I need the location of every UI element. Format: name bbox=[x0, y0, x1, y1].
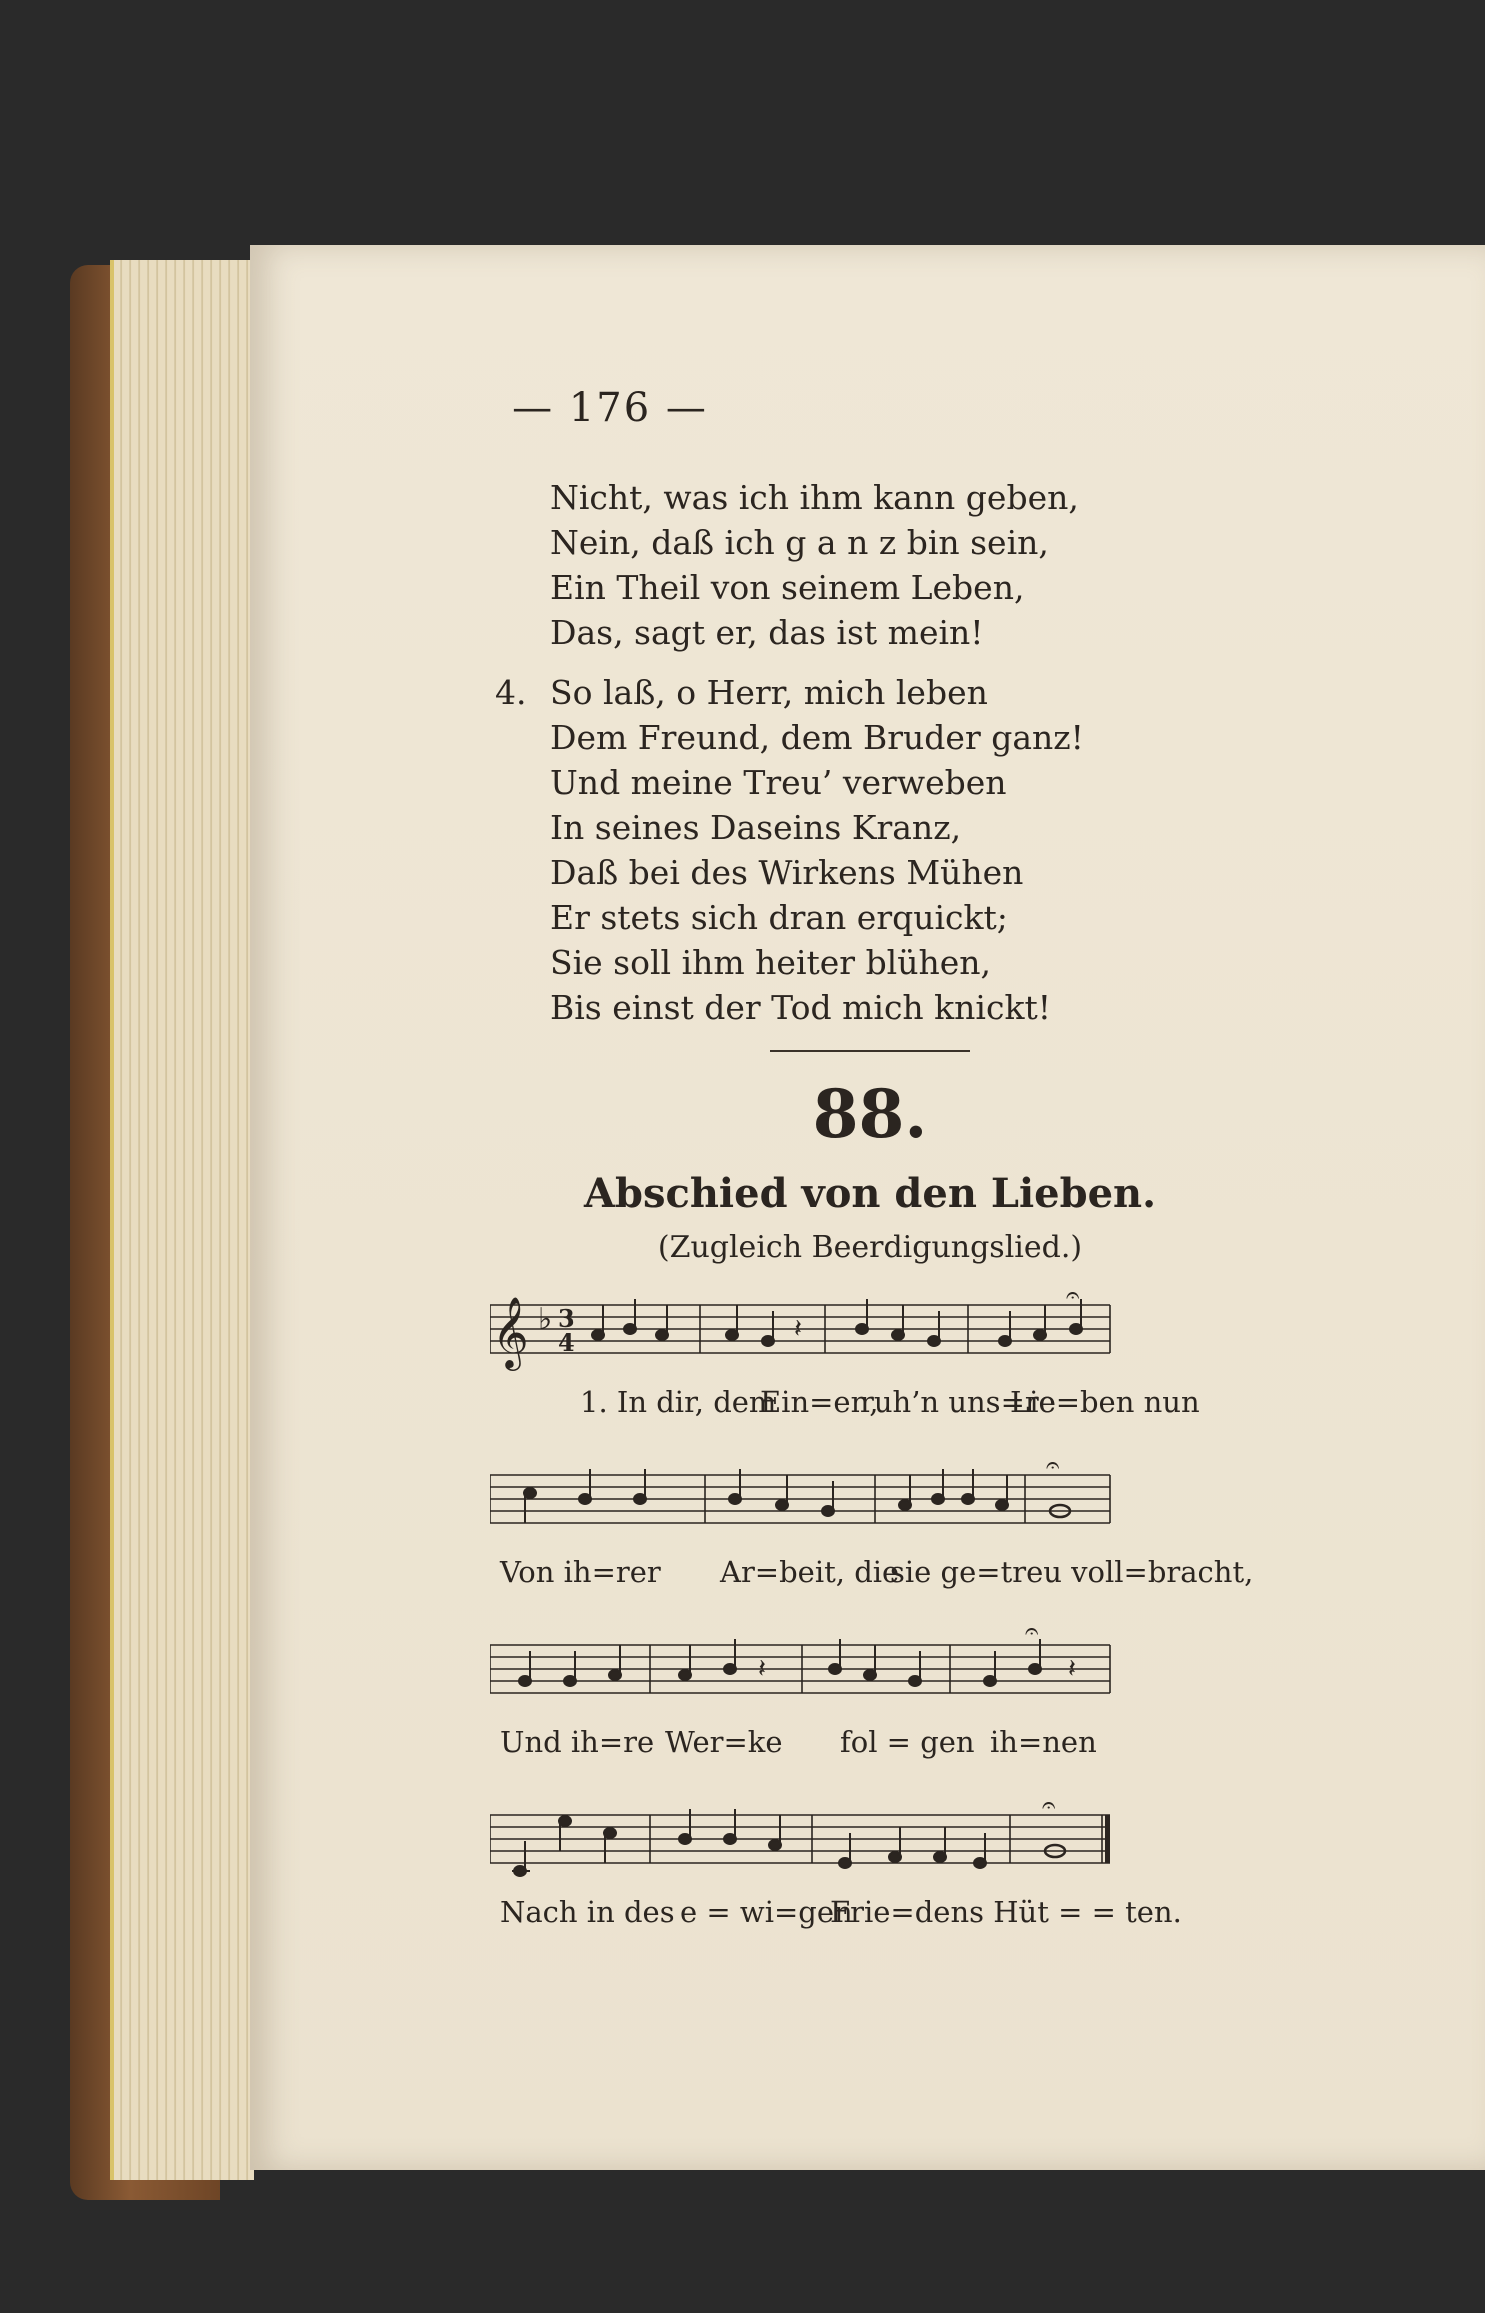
music-system-3 bbox=[490, 1625, 1210, 1769]
verse-line: Er stets sich dran erquickt; bbox=[550, 898, 1008, 937]
lyric-syllable: Und ih=re bbox=[500, 1725, 655, 1759]
lyrics-line-2 bbox=[490, 1555, 1254, 1599]
lyric-syllable: 1. In dir, dem bbox=[580, 1385, 777, 1419]
notes bbox=[519, 1639, 1041, 1686]
final-barline bbox=[1105, 1815, 1110, 1863]
fermata-icon: 𝄐 bbox=[1046, 1455, 1060, 1479]
lyric-syllable: sie ge=treu voll=bracht, bbox=[890, 1555, 1254, 1589]
lyric-syllable: Nach in des bbox=[500, 1895, 675, 1929]
stanza-number: 4. bbox=[495, 673, 527, 712]
quarter-rest-icon: 𝄽 bbox=[1068, 1654, 1076, 1684]
music-system-4 bbox=[490, 1795, 1210, 1939]
lyrics-line-3 bbox=[490, 1725, 1210, 1769]
page-edges bbox=[110, 260, 254, 2180]
verse-line: Dem Freund, dem Bruder ganz! bbox=[550, 718, 1084, 757]
lyrics-line-4 bbox=[490, 1895, 1210, 1939]
verse-line: Das, sagt er, das ist mein! bbox=[550, 613, 984, 652]
verse-line: Nicht, was ich ihm kann geben, bbox=[550, 478, 1079, 517]
time-signature-top: 3 bbox=[558, 1304, 575, 1333]
time-signature-bottom: 4 bbox=[558, 1328, 575, 1357]
lyric-syllable: Ar=beit, die bbox=[720, 1555, 900, 1589]
verse-line: Und meine Treu’ verweben bbox=[550, 763, 1007, 802]
book-page bbox=[250, 245, 1485, 2170]
notes bbox=[524, 1469, 1008, 1523]
notes bbox=[512, 1809, 986, 1876]
lyric-syllable: Von ih=rer bbox=[500, 1555, 661, 1589]
verse-line: In seines Daseins Kranz, bbox=[550, 808, 962, 847]
verse-line: Bis einst der Tod mich knickt! bbox=[550, 988, 1051, 1027]
lyric-syllable: Ein=en, bbox=[760, 1385, 879, 1419]
quarter-rest-icon: 𝄽 bbox=[758, 1654, 766, 1684]
fermata-icon: 𝄐 bbox=[1042, 1795, 1056, 1819]
verse-line: Nein, daß ich g a n z bin sein, bbox=[550, 523, 1049, 562]
hymn-subtitle: (Zugleich Beerdigungslied.) bbox=[657, 1230, 1083, 1265]
music-system-1 bbox=[490, 1285, 1210, 1429]
music-staff bbox=[490, 1795, 1210, 1895]
music-staff bbox=[490, 1455, 1210, 1555]
lyric-syllable: ruh’n uns=re bbox=[860, 1385, 1056, 1419]
stanza-4 bbox=[550, 670, 1190, 1030]
lyric-syllable: Frie=dens Hüt = = ten. bbox=[830, 1895, 1182, 1929]
verse-line: Daß bei des Wirkens Mühen bbox=[550, 853, 1024, 892]
lyric-syllable: Lie=ben nun bbox=[1010, 1385, 1200, 1419]
fermata-icon: 𝄐 bbox=[1066, 1285, 1080, 1309]
treble-clef-icon: 𝄞 bbox=[492, 1295, 529, 1368]
verse-line: Ein Theil von seinem Leben, bbox=[550, 568, 1025, 607]
page-number: — 176 — bbox=[512, 385, 708, 431]
lyric-syllable: Wer=ke bbox=[665, 1725, 783, 1759]
lyric-syllable: ih=nen bbox=[990, 1725, 1097, 1759]
lyrics-line-1 bbox=[490, 1385, 1210, 1429]
open-book bbox=[70, 245, 1485, 2195]
verse-continuation bbox=[550, 475, 1150, 655]
verse-line: Sie soll ihm heiter blühen, bbox=[550, 943, 992, 982]
quarter-rest-icon: 𝄽 bbox=[794, 1314, 802, 1344]
fermata-icon: 𝄐 bbox=[1025, 1625, 1039, 1645]
hymn-title: Abschied von den Lieben. bbox=[583, 1170, 1157, 1217]
flat-icon: ♭ bbox=[538, 1302, 553, 1337]
section-divider bbox=[770, 1050, 970, 1052]
lyric-syllable: fol = gen bbox=[840, 1725, 975, 1759]
notes bbox=[592, 1299, 1082, 1346]
music-staff bbox=[490, 1625, 1210, 1725]
hymn-number: 88. bbox=[812, 1075, 928, 1153]
lyric-syllable: e = wi=gen bbox=[680, 1895, 853, 1929]
music-staff bbox=[490, 1285, 1210, 1385]
music-system-2 bbox=[490, 1455, 1254, 1599]
verse-line: So laß, o Herr, mich leben bbox=[550, 673, 988, 712]
